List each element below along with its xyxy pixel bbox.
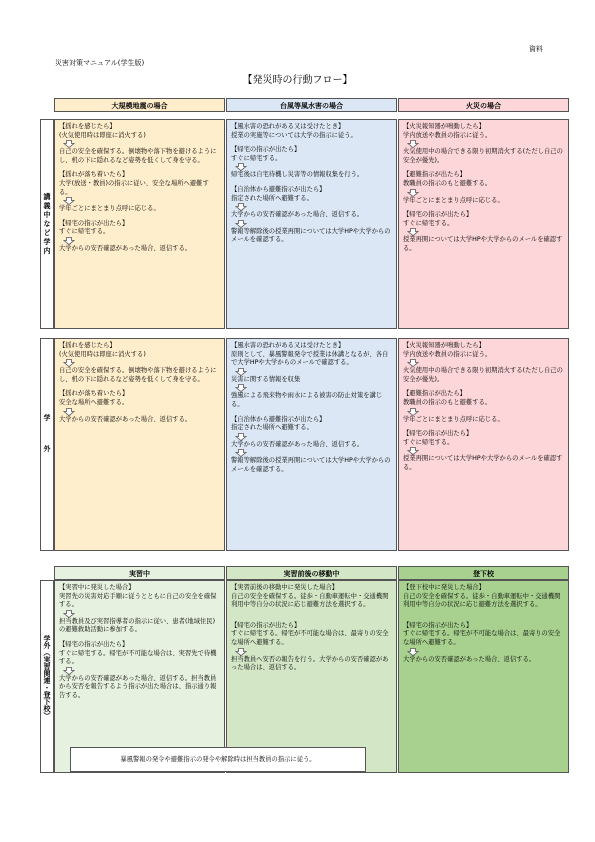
down-arrow-icon [235,220,392,228]
down-arrow-icon [63,408,220,416]
column-header-storm: 台風等風水害の場合 [226,98,397,112]
flow-step-text: 教職員の指示のもと避難する。 [403,179,492,187]
flow-step-text: 授業再開については大学HPや大学からのメールを確認する。 [403,236,563,252]
flow-step-text: 安全な場所へ避難する。 [59,398,129,406]
flow-step-text: すぐに帰宅する。帰宅が不可能な場合は、実習先で待機する。 [59,649,217,666]
flow-step-text: 【火災報知器が鳴動したら】 [403,123,485,130]
down-arrow-icon [407,359,564,367]
down-arrow-icon [63,610,220,618]
flow-step-text: 【揺れを感じたら】 [59,123,116,130]
column-header-earthquake: 大規模地震の場合 [54,98,225,112]
row-label-practicum [40,580,54,773]
cell-offcampus-earthquake [54,338,225,551]
down-arrow-icon [63,197,220,205]
down-arrow-icon [407,189,564,197]
flow-step-text: 大学からの安否確認があった場合、返信する。 [231,211,364,219]
flow-step-text: 【帰宅の指示が出たら】 [403,430,473,438]
flow-step-text: すぐに帰宅する。 [403,219,454,227]
flow-step-text: 【避難指示が出たら】 [403,390,466,398]
flow-step-text: 火気使用中の場合できる限り初期消火する(ただし自己の安全が優先)。 [403,367,563,383]
row-label-on-campus [40,119,54,329]
cell-oncampus-fire [398,119,569,329]
flow-step-text: 【揺れが落ち着いたら】 [59,390,129,398]
down-arrow-icon [235,368,392,376]
flow-step-text: 担当教員及び実習指導者の指示に従い、患者(地域住民)の避難救助活動に参加する。 [59,617,216,634]
row-label-off-campus-text: 学外 [43,413,51,476]
down-arrow-icon [63,237,220,245]
column-header-fire: 火災の場合 [398,98,569,112]
cell-commute-school [398,580,569,773]
document-label: 資料 [529,45,543,53]
flow-step-text: 火気使用中の場合できる限り初期消火する(ただし自己の安全が優先)。 [403,148,563,164]
flow-step-text: 災害に関する情報を収集 [231,375,301,383]
flow-step-text: 【帰宅の指示が出たら】 [59,640,129,648]
flow-step-text: 実習先の災害対応手順に従うとともに自己の安全を確保する。 [59,592,217,609]
flow-step-text: 【避難指示が出たら】 [403,171,466,179]
flow-step-text: 【帰宅の指示が出たら】 [403,621,473,629]
flow-step-text: 【自治体から避難指示が出たら】 [231,185,326,193]
flow-step-text: 学内放送や教員の指示に従う。 [403,131,492,139]
flow-step-text: 【帰宅の指示が出たら】 [231,621,301,629]
flow-step-text: すぐに帰宅する。 [59,228,110,236]
flow-step-text: 指定された場所へ避難する。 [231,424,313,432]
flow-step-text: 大学(放送・教員)の指示に従い、安全な場所へ避難する。 [59,179,209,196]
down-arrow-icon [63,140,220,148]
down-arrow-icon [235,648,392,656]
flow-step-text: 【登下校中に発災した場合】 [403,584,485,591]
flow-step-text: (火気使用時は即座に消火する) [59,131,146,139]
down-arrow-icon [407,408,564,416]
flow-step-text: 学年ごとにまとまり点呼に応じる。 [403,415,504,423]
flow-step-text: 【帰宅の指示が出たら】 [403,211,473,219]
flow-step-text: 【帰宅の指示が出たら】 [231,146,301,154]
flow-step-text: 【実習前後の移動中に発災した場合】 [231,584,339,591]
cell-oncampus-storm [226,119,397,329]
row-label-on-campus-text: 講義中など学内 [43,192,51,256]
flow-step-text: 【自治体から避難指示が出たら】 [231,415,326,423]
flow-step-text: 大学からの安否確認があった場合、返信する。担当教員から安否を報告するよう指示が出た場合は、指示通り報告する。 [59,674,217,699]
flow-step-text: (火気使用時は即座に消火する) [59,350,146,358]
flow-step-text: 【風水害の恐れがある又は受けたとき】 [231,123,345,130]
cell-oncampus-earthquake [54,119,225,329]
flow-step-text: 自己の安全を確保する。倒壊物や落下物を避けるようにし、机の下に隠れるなど姿勢を低くして身を守る。 [59,367,217,383]
cell-practicum [54,580,225,773]
flow-step-text: 学年ごとにまとまり点呼に応じる。 [59,205,160,213]
cell-offcampus-fire [398,338,569,551]
row-label-off-campus [40,338,54,551]
flow-step-text: 強風による飛来物や雨水による被害の防止対策を講じる。 [231,392,383,408]
flow-step-text: 大学からの安否確認があった場合、返信する。 [403,655,536,663]
flow-step-text: 【風水害の恐れがある又は受けたとき】 [231,342,345,349]
flow-step-text: 大学からの安否確認があった場合、返信する。 [59,415,192,423]
down-arrow-icon [235,203,392,211]
flow-step-text: 担当教員へ安否の報告を行う。大学からの安否確認があった場合は、返信する。 [231,655,389,672]
flow-step-text: 【揺れが落ち着いたら】 [59,171,129,179]
cell-offcampus-storm [226,338,397,551]
flow-step-text: 学年ごとにまとまり点呼に応じる。 [403,196,504,204]
flow-step-text: 【揺れを感じたら】 [59,342,116,349]
flow-step-text: 【帰宅の指示が出たら】 [59,219,129,227]
flow-step-text: 授業の実施等については大学の指示に従う。 [231,131,357,139]
down-arrow-icon [63,359,220,367]
column-header-commute-practicum: 実習前後の移動中 [226,566,397,580]
instruction-note: 暴風警報の発令や避難指示の発令や解除時は担当教員の指示に従う。 [70,747,366,772]
page-title: 【発災時の行動フロー】 [242,75,353,86]
flow-step-text: すぐに帰宅する。帰宅が不可能な場合は、最寄りの安全な場所へ避難する。 [231,630,389,646]
flow-step-text: 自己の安全を確保する。徒歩・自動車運転中・交通機関利用中等自分の状況に応じ避難方法を選択する。 [231,592,389,609]
flow-step-text: 授業再開については大学HPや大学からのメールを確認する。 [403,455,563,471]
flow-step-text: 指定された場所へ避難する。 [231,194,313,202]
flow-step-text: 自己の安全を確保する。徒歩・自動車運転中・交通機関利用中等自分の状況に応じ避難方法を選択する。 [403,592,561,609]
down-arrow-icon [407,648,564,656]
flow-step-text: 帰宅後は自宅待機し災害等の情報収集を行う。 [231,171,364,179]
down-arrow-icon [235,433,392,441]
flow-step-text: 警報等解除後の授業再開については大学HPや大学からのメールを確認する。 [231,457,391,473]
flow-step-text: 大学からの安否確認があった場合、返信する。 [231,440,364,448]
flow-step-text: すぐに帰宅する。 [231,154,282,162]
column-header-commute-school: 登下校 [398,566,569,580]
flow-step-text: 【火災報知器が鳴動したら】 [403,342,485,349]
column-header-practicum: 実習中 [54,566,225,580]
flow-step-text: 自己の安全を確保する。倒壊物や落下物を避けるようにし、机の下に隠れるなど姿勢を低くして身を守る。 [59,148,217,164]
flow-step-text: すぐに帰宅する。帰宅が不可能な場合は、最寄りの安全な場所へ避難する。 [403,630,561,646]
row-label-practicum-text: 学外（実習関連・登下校） [43,634,51,719]
flow-step-text: 学内放送や教員の指示に従う。 [403,350,492,358]
flow-step-text: 原則として、暴風警報発令で授業は休講となるが、各自で大学HPや大学からのメールで確認する。 [231,350,389,367]
cell-commute-practicum [226,580,397,773]
flow-step-text: 警報等解除後の授業再開については大学HPや大学からのメールを確認する。 [231,227,391,244]
document-subtitle: 災害対策マニュアル(学生版) [55,59,145,67]
flow-step-text: すぐに帰宅する。 [403,438,454,446]
flow-step-text: 教職員の指示のもと避難する。 [403,398,492,406]
flow-step-text: 【実習中に発災した場合】 [59,584,135,591]
down-arrow-icon [63,667,220,675]
flow-step-text: 大学からの安否確認があった場合、返信する。 [59,244,192,252]
down-arrow-icon [407,140,564,148]
